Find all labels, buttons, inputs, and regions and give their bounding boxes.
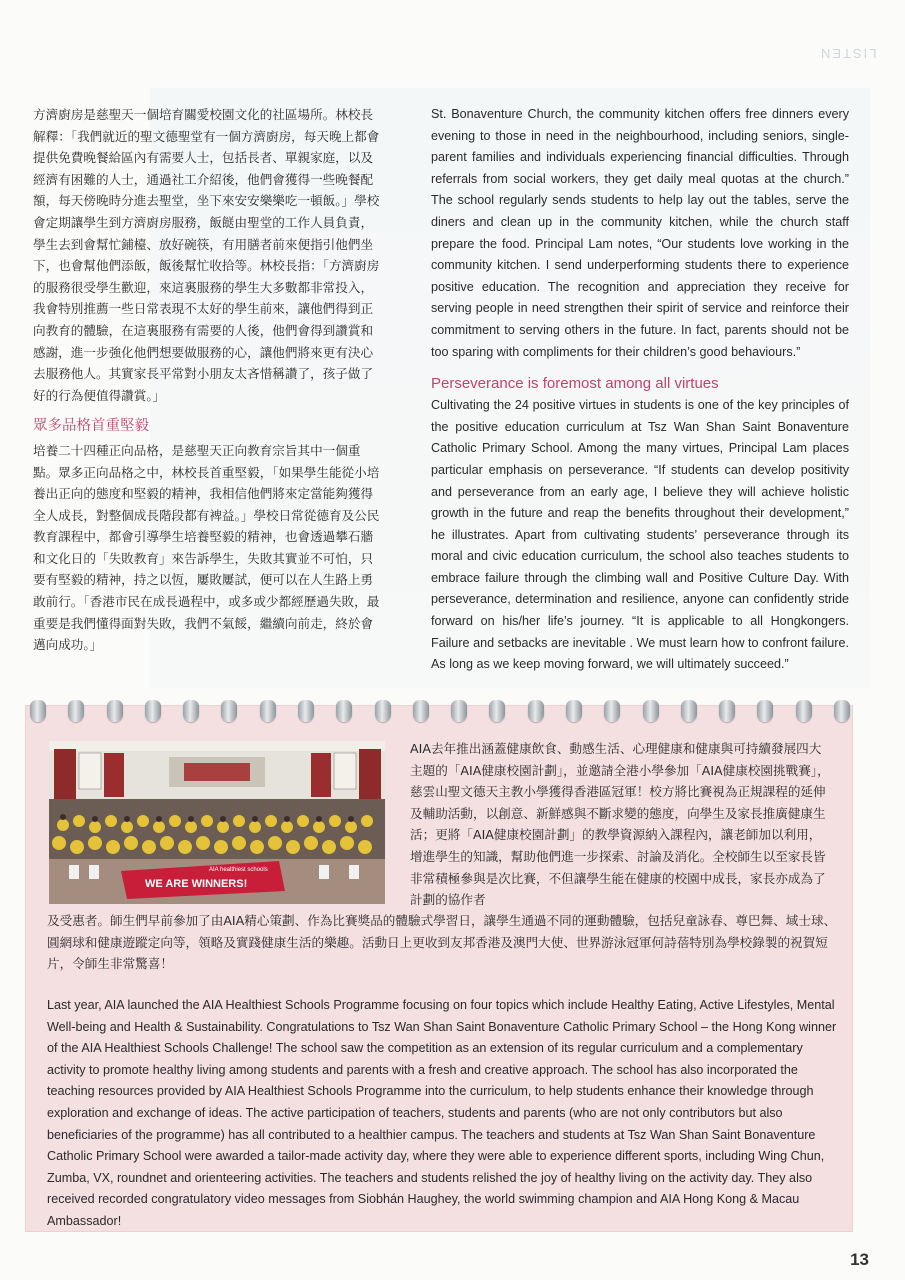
ring <box>68 700 84 722</box>
section-heading-zh: 眾多品格首重堅毅 <box>33 418 149 435</box>
ring <box>566 700 582 722</box>
ring <box>719 700 735 722</box>
banner-logo-text: AIA healthiest schools <box>209 867 268 873</box>
group-photo <box>49 741 385 904</box>
ring <box>834 700 850 722</box>
aia-text-zh-part2: 及受惠者。師生們早前參加了由AIA精心策劃、作為比賽獎品的體驗式學習日，讓學生通過不同的運動體驗，包括兒童詠春、尊巴舞、域士球、圓網球和健康遊蹤定向等，領略及實踐健康生活的樂趣。活動日上更收到友邦香港及澳門大使、世界游泳冠軍何詩蓓特別為學校錄製的祝賀短片，令師生非常驚喜！ <box>47 913 837 972</box>
ring <box>107 700 123 722</box>
paragraph-kitchen-zh: 方濟廚房是慈聖天一個培育關愛校園文化的社區場所。林校長解釋：「我們就近的聖文德聖堂有一個方濟廚房，每天晚上都會提供免費晚餐給區內有需要人士，包括長者、單親家庭，以及經濟有困難的人士，通過社工介紹後，他們會獲得一些晚餐配額，每天傍晚時分進去聖堂，坐下來安安樂樂吃一頓飯。」學校會定期讓學生到方濟廚房服務，飯餸由聖堂的工作人員負責，學生去到會幫忙鋪檯、放好碗筷，有用膳者前來便指引他們坐下，也會幫他們添飯，飯後幫忙收拾等。林校長指：「方濟廚房的服務很受學生歡迎，來這裏服務的學生大多數都非常投入，我會特別推薦一些日常表現不太好的學生前來，讓他們得到正向教育的體驗，在這裏服務有需要的人後，他們會得到讚賞和感謝，進一步強化他們想要做服務的心，讓他們將來更有決心去服務他人。其實家長平常對小朋友太吝惜稱讚了，孩子做了好的行為便值得讚賞。」 <box>33 107 380 403</box>
ring <box>681 700 697 722</box>
left-column-chinese <box>33 104 385 656</box>
aia-text-en: Last year, AIA launched the AIA Healthiest Schools Programme focusing on four topics which include Healthy Eating, Active Lifestyles, Mental Well-being and Health & Sustainability. Congratulations to Tsz Wan Shan Saint Bonaventure Catholic Primary School – the Hong Kong winner of the AIA Healthiest Schools Challenge! The school saw the competition as an extension of its regular curriculum and a complementary activity to promote healthy living among students and parents with a fresh and creative approach. The school has also incorporated the teaching resources provided by AIA Healthiest Schools Programme into the curriculum, to help students enhance their knowledge through exploration and exchange of ideas. The active participation of teachers, students and parents (who are not only contributors but also beneficiaries of the programme) has all contributed to a healthier campus. The teachers and students at Tsz Wan Shan Saint Bonaventure Catholic Primary School were awarded a tailor-made activity day, where they were able to experience different sports, including Wing Chun, Zumba, VX, roundnet and orienteering activities. The teachers and students relished the joy of healthy living on the activity day. They also received recorded congratulatory video messages from Siobhán Haughey, the world swimming champion and AIA Hong Kong & Macau Ambassador! <box>47 998 837 1228</box>
ring <box>528 700 544 722</box>
ring <box>221 700 237 722</box>
ring <box>604 700 620 722</box>
ring <box>643 700 659 722</box>
ring <box>489 700 505 722</box>
section-heading-en: Perseverance is foremost among all virtues <box>431 375 719 393</box>
paragraph-kitchen-en: St. Bonaventure Church, the community kitchen offers free dinners every evening to those in need in the neighbourhood, including seniors, single-parent families and individuals experiencing financial difficulties. Through referrals from social workers, they get daily meal quotas at the church.” The school regularly sends students to help lay out the tables, serve the diners and clean up in the community kitchen, while the church staff prepare the food. Principal Lam notes, “Our students love working in the community kitchen. I send underperforming students there to experience positive education. The recognition and appreciation they receive for serving people in need strengthen their spirit of service and reinforce their commitment to serving others in the future. In fact, parents should not be too sparing with compliments for their children’s good behaviours.” <box>431 107 849 359</box>
ring <box>757 700 773 722</box>
ring <box>260 700 276 722</box>
ring <box>796 700 812 722</box>
right-column-english <box>431 104 849 676</box>
ring <box>183 700 199 722</box>
ring <box>30 700 46 722</box>
aia-text-zh-part1: AIA去年推出涵蓋健康飲食、動感生活、心理健康和健康與可持續發展四大主題的「AIA健康校園計劃」，並邀請全港小學參加「AIA健康校園挑戰賽」，慈雲山聖文德天主教小學獲得香港區冠軍！校方將比賽視為正規課程的延伸及輔助活動，以創意、新鮮感與不斷求變的態度，向學生及家長推廣健康生活；更將「AIA健康校園計劃」的教學資源納入課程內，讓老師加以利用，增進學生的知識，幫助他們進一步探索、討論及消化。全校師生以至家長皆非常積極參與是次比賽，不但讓學生能在健康的校園中成長，家長亦成為了計劃的協作者 <box>410 741 830 908</box>
notebook-rings <box>30 700 850 728</box>
paragraph-perseverance-zh: 培養二十四種正向品格，是慈聖天正向教育宗旨其中一個重點。眾多正向品格之中，林校長首重堅毅，「如果學生能從小培養出正向的態度和堅毅的精神，我相信他們將來定當能夠獲得全人成長，對整個成長階段都有裨益。」學校日常從德育及公民教育課程中，都會引導學生培養堅毅的精神，也會透過攀石牆和文化日的「失敗教育」來告訴學生，失敗其實並不可怕，只要有堅毅的精神，持之以恆，屢敗屢試，便可以在人生路上勇敢前行。「香港市民在成長過程中，或多或少都經歷過失敗，最重要是我們懂得面對失敗，我們不氣餒，繼續向前走，終於會邁向成功。」 <box>33 442 380 653</box>
page-number: 13 <box>850 1250 869 1269</box>
banner-text: WE ARE WINNERS! <box>145 878 248 890</box>
ring <box>336 700 352 722</box>
paragraph-perseverance-en: Cultivating the 24 positive virtues in students is one of the key principles of the positive education curriculum at Tsz Wan Shan Saint Bonaventure Catholic Primary School. Among the many virtues, Principal Lam places particular emphasis on perseverance. “If students can develop positivity and perseverance from an early age, I believe they will achieve holistic growth in the future and reap the benefits throughout their development,” he illustrates. Apart from cultivating students’ perseverance through its moral and civic education curriculum, the school also teaches students to embrace failure through the climbing wall and Positive Culture Day. With perseverance, determination and resilience, anyone can confidently stride forward on his/her life’s journey. “It is applicable to all Hongkongers. Failure and setbacks are inevitable . We must learn how to confront failure. As long as we keep moving forward, we will ultimately succeed.” <box>431 398 849 672</box>
ring <box>145 700 161 722</box>
ring <box>375 700 391 722</box>
ring <box>298 700 314 722</box>
ring <box>413 700 429 722</box>
ring <box>451 700 467 722</box>
section-tab-label: LISTEN <box>819 46 877 61</box>
